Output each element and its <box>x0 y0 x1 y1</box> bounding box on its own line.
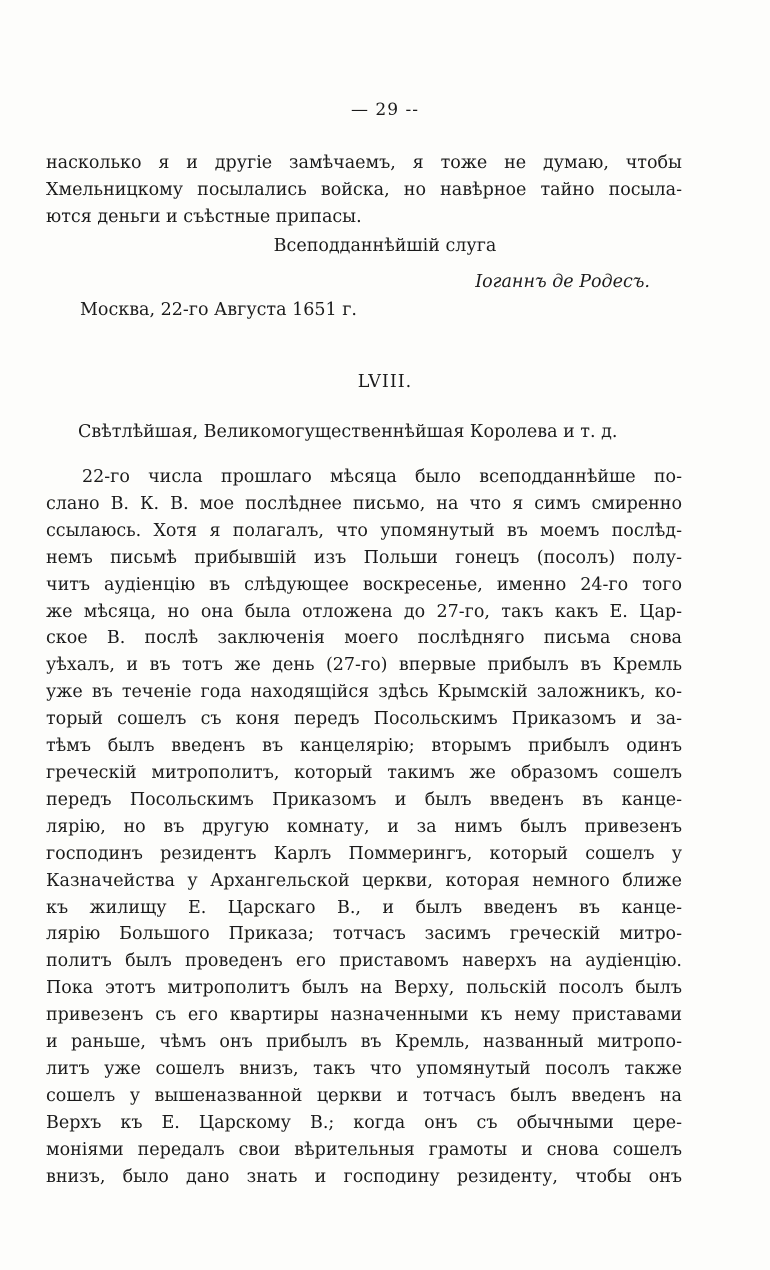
section-number: LVIII. <box>357 372 413 392</box>
letter-signature: Іоганнъ де Родесъ. <box>475 272 650 292</box>
text-line: передъ Посольскимъ Приказомъ и былъ введенъ въ канце- <box>46 789 682 810</box>
text-line: греческій митрополитъ, который такимъ же образомъ сошелъ <box>46 762 682 783</box>
text-line: же мѣсяца, но она была отложена до 27-го, такъ какъ Е. Цар- <box>46 601 682 622</box>
text-line: привезенъ съ его квартиры назначенными къ нему приставами <box>46 1005 682 1026</box>
text-line: уѣхалъ, и въ тотъ же день (27-го) впервые прибылъ въ Кремль <box>46 655 682 676</box>
letter-salutation: Свѣтлѣйшая, Великомогущественнѣйшая Королева и т. д. <box>78 422 618 442</box>
text-line: слано В. К. В. мое послѣднее письмо, на что я симъ смиренно <box>46 493 682 514</box>
text-line: Пока этотъ митрополитъ былъ на Верху, польскій посолъ былъ <box>46 978 682 999</box>
text-line: 22-го числа прошлаго мѣсяца было всеподданнѣйше по- <box>82 467 682 487</box>
text-line: тѣмъ былъ введенъ въ канцелярію; вторымъ прибылъ одинъ <box>46 736 682 757</box>
continuation-paragraph <box>46 150 682 231</box>
text-line: читъ аудіенцію въ слѣдующее воскресенье, именно 24-го того <box>46 574 682 595</box>
text-line: насколько я и другіе замѣчаемъ, я тоже не думаю, чтобы <box>46 153 682 173</box>
text-line: Верхъ къ Е. Царскому В.; когда онъ съ обычными цере- <box>46 1112 682 1133</box>
text-line: политъ былъ проведенъ его приставомъ наверхъ на аудіенцію. <box>46 951 682 972</box>
text-line: и раньше, чѣмъ онъ прибылъ въ Кремль, названный митропо- <box>46 1032 682 1053</box>
text-line: немъ письмѣ прибывшій изъ Польши гонецъ (посолъ) полу- <box>46 547 682 568</box>
text-line: моніями передалъ свои вѣрительныя грамоты и снова сошелъ <box>46 1139 682 1160</box>
text-line: лярію Большого Приказа; тотчасъ засимъ греческій митро- <box>46 924 682 945</box>
letter-place-date: Москва, 22-го Августа 1651 г. <box>80 300 357 320</box>
text-line: къ жилищу Е. Царскаго В., и былъ введенъ въ канце- <box>46 897 682 918</box>
letter-closing: Всеподданнѣйшій слуга <box>273 236 497 256</box>
text-line: ются деньги и съѣстные припасы. <box>46 207 362 227</box>
text-line: ское В. послѣ заключенія моего послѣдняго письма снова <box>46 628 682 649</box>
text-line: Хмельницкому посылались войска, но навѣрное тайно посыла- <box>46 180 682 200</box>
page-number: — 29 -- <box>351 100 419 120</box>
text-line: лярію, но въ другую комнату, и за нимъ былъ привезенъ <box>46 816 682 837</box>
text-line: господинъ резидентъ Карлъ Поммерингъ, который сошелъ у <box>46 843 682 864</box>
text-line: литъ уже сошелъ внизъ, такъ что упомянутый посолъ также <box>46 1058 682 1079</box>
letter-body <box>46 464 682 1190</box>
text-line: сошелъ у вышеназванной церкви и тотчасъ былъ введенъ на <box>46 1085 682 1106</box>
text-line: торый сошелъ съ коня передъ Посольскимъ Приказомъ и за- <box>46 709 682 730</box>
text-line: Казначейства у Архангельской церкви, которая немного ближе <box>46 870 682 891</box>
text-line: ссылаюсь. Хотя я полагалъ, что упомянутый въ моемъ послѣд- <box>46 520 682 541</box>
text-line: внизъ, было дано знать и господину резиденту, чтобы онъ <box>46 1166 682 1187</box>
text-line: уже въ теченіе года находящійся здѣсь Крымскій заложникъ, ко- <box>46 682 682 703</box>
